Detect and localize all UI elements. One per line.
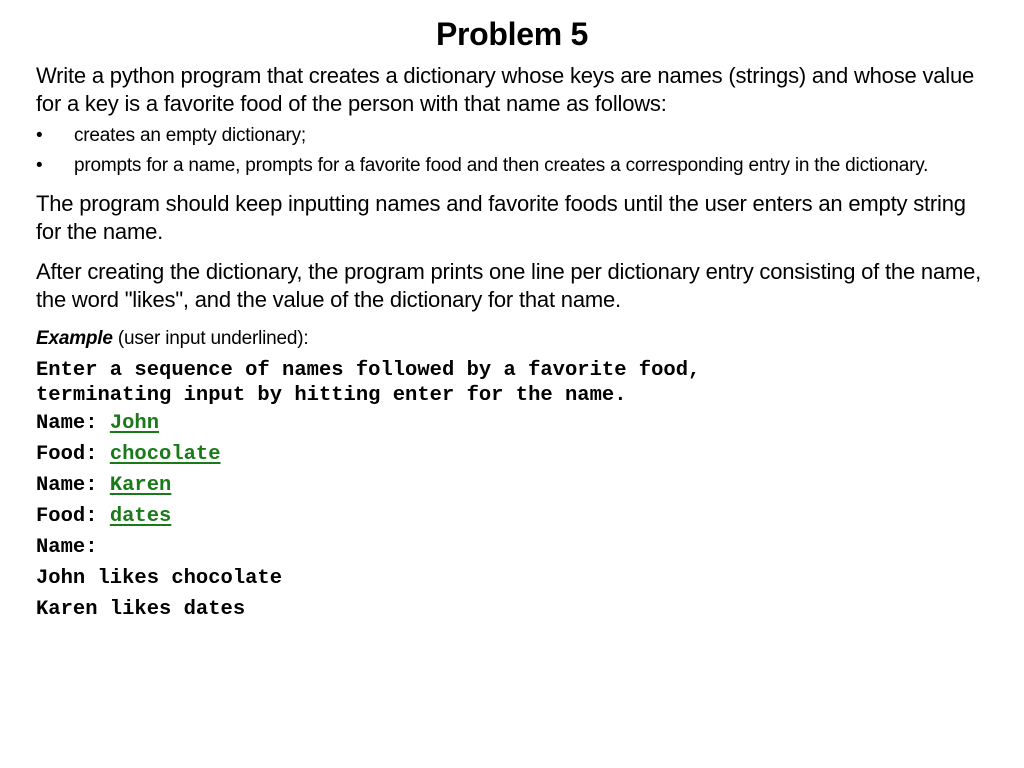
example-label: Example xyxy=(36,328,113,349)
session-prompt: Name: xyxy=(36,474,110,497)
user-input: Karen xyxy=(109,474,172,497)
example-prompt-line: Enter a sequence of names followed by a favorite food, xyxy=(36,359,701,382)
intro-paragraph: Write a python program that creates a dictionary whose keys are names (strings) and whose value for a key is a favorite food of the person with that name as follows: xyxy=(36,63,975,116)
requirements-list xyxy=(36,124,996,178)
output-line: John likes chocolate xyxy=(36,567,283,590)
session-row xyxy=(36,439,996,470)
example-heading xyxy=(36,326,996,352)
session-row xyxy=(36,408,996,439)
session-prompt: Name: xyxy=(36,536,98,559)
example-prompt-line: terminating input by hitting enter for the name. xyxy=(36,384,627,407)
slide-title: Problem 5 xyxy=(435,16,589,52)
session-row xyxy=(36,470,996,501)
list-item xyxy=(36,124,996,148)
list-item-text: prompts for a name, prompts for a favorite food and then creates a corresponding entry in the dictionary. xyxy=(74,155,929,176)
example-note: (user input underlined): xyxy=(112,328,309,349)
session-prompt: Food: xyxy=(36,443,110,466)
bullet-icon: • xyxy=(36,155,43,176)
session-row xyxy=(36,532,996,563)
session-row xyxy=(36,501,996,532)
example-session xyxy=(36,408,996,625)
slide-body xyxy=(36,62,996,625)
user-input: chocolate xyxy=(109,443,221,466)
loop-paragraph: The program should keep inputting names and favorite foods until the user enters an empty string for the name. xyxy=(36,191,966,244)
output-paragraph: After creating the dictionary, the program prints one line per dictionary entry consisting of the name, the word "likes", and the value of the dictionary for that name. xyxy=(36,259,982,312)
session-prompt: Food: xyxy=(36,505,110,528)
user-input: John xyxy=(109,412,160,435)
session-prompt: Name: xyxy=(36,412,110,435)
bullet-icon: • xyxy=(36,125,43,146)
list-item-text: creates an empty dictionary; xyxy=(74,125,307,146)
user-input: dates xyxy=(109,505,172,528)
output-line: Karen likes dates xyxy=(36,598,246,621)
list-item xyxy=(36,154,996,178)
